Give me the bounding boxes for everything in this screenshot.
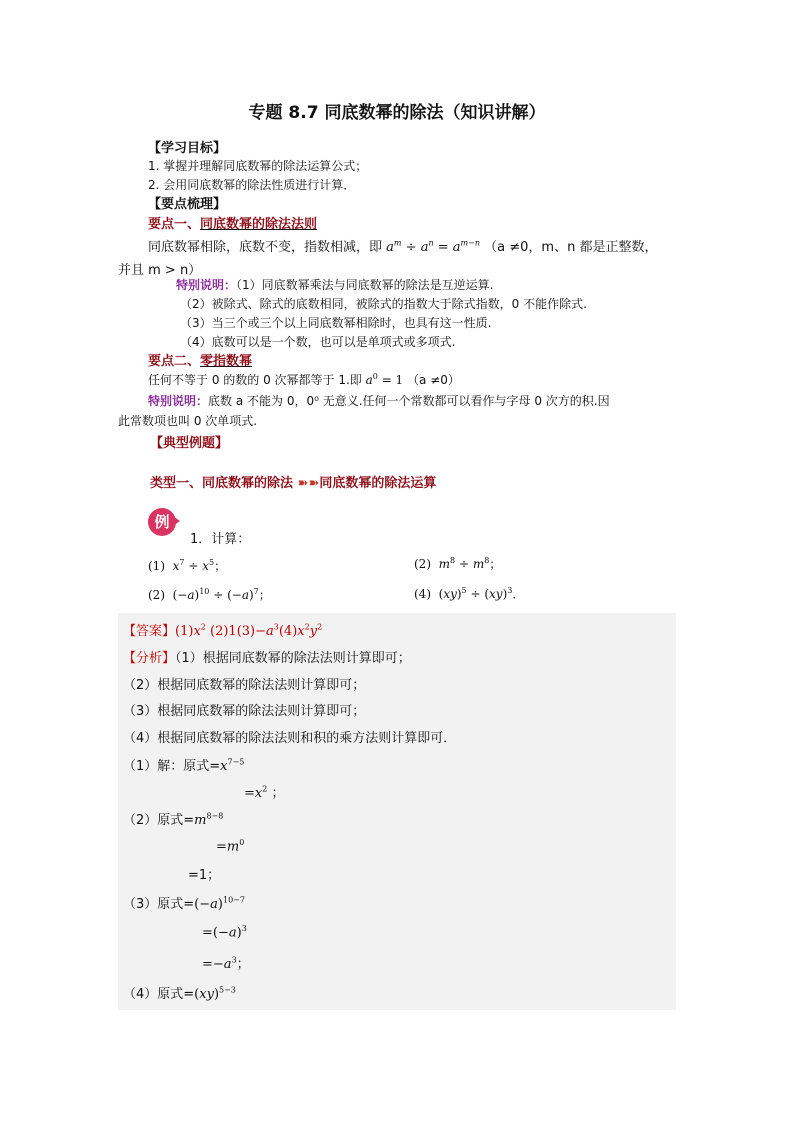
solution-1-step: $=x^2$ ； xyxy=(244,784,285,801)
solution-2: （2）原式$=m^{8-8}$ xyxy=(123,811,224,828)
question-2: (2) $m^8 \div m^8$； xyxy=(414,556,502,571)
analysis-item: （3）根据同底数幂的除法法则计算即可； xyxy=(123,704,366,719)
analysis-item: （4）根据同底数幂的除法法则和积的乘方法则计算即可． xyxy=(123,731,457,746)
question-3: (2) $(-a)^{10} \div (-a)^7$； xyxy=(148,587,271,602)
double-arrow-icon: ➽➽ xyxy=(297,476,320,491)
solution-2-step: $=m^0$ xyxy=(216,838,245,855)
solution-3-result: $=-a^3$； xyxy=(202,955,250,972)
note-b-continued: 此常数项也叫 0 次单项式. xyxy=(118,414,258,428)
question-1: (1) $x^7 \div x^5$； xyxy=(148,558,227,573)
solution-3-step: $=(-a)^3$ xyxy=(202,924,247,941)
goal-item: 2. 会用同底数幂的除法性质进行计算． xyxy=(148,178,356,192)
rule-formula: $a^m \div a^n = a^{m-n}$ xyxy=(386,238,480,255)
note-3: （3）当三个或三个以上同底数幂相除时，也具有这一性质. xyxy=(180,316,492,330)
note-2: （2）被除式、除式的底数相同，被除式的指数大于除式指数，0 不能作除式. xyxy=(180,297,587,311)
solution-3: （3）原式$=(-a)^{10-7}$ xyxy=(123,895,245,912)
point2-heading: 要点二、零指数幂 xyxy=(148,354,253,369)
type1-heading: 类型一、同底数幂的除法 ➽➽同底数幂的除法运算 xyxy=(150,476,437,491)
question-4: (4) (xy)$^5$ ÷ (xy)$^3$． xyxy=(414,586,525,601)
goal-item: 1. 掌握并理解同底数幂的除法运算公式； xyxy=(148,159,368,173)
page-title: 专题 8.7 同底数幂的除法（知识讲解） xyxy=(248,103,546,123)
note-1: 特别说明：（1）同底数幂乘法与同底数幂的除法是互逆运算. xyxy=(176,278,494,292)
question-label: 1．计算： xyxy=(190,532,251,547)
solution-1: （1）解：原式$=x^{7-5}$ xyxy=(123,757,245,774)
summary-heading: 【要点梳理】 xyxy=(148,197,227,212)
point1-heading: 要点一、同底数幂的除法法则 xyxy=(148,217,318,232)
examples-heading: 【典型例题】 xyxy=(150,436,229,451)
solution-2-result: =1； xyxy=(188,868,221,883)
answer-line: 【答案】$(1)x^2$ $(2)1(3)-a^3(4)x^2y^2$ xyxy=(123,622,323,639)
analysis-item: （2）根据同底数幂的除法法则计算即可； xyxy=(123,678,366,693)
note-b: 特别说明：底数 a 不能为 0，0⁰ 无意义.任何一个常数都可以看作与字母 0 次方的积.因 xyxy=(148,394,610,408)
solution-4: （4）原式=(xy)$^{5-3}$ xyxy=(123,985,236,1002)
example-badge: 例 xyxy=(148,508,176,536)
point1-rule: 同底数幂相除，底数不变，指数相减，即 $a^m \div a^n = a^{m-n}$ （a ≠0，m、n 都是正整数， xyxy=(148,238,658,255)
analysis-line: 【分析】（1）根据同底数幂的除法法则计算即可； xyxy=(123,651,411,666)
goals-heading: 【学习目标】 xyxy=(148,141,227,156)
point2-rule: 任何不等于 0 的数的 0 次幂都等于 1.即 $a^0 = 1$ （a ≠0） xyxy=(148,372,460,387)
point1-condition: 并且 m > n） xyxy=(118,263,202,278)
note-4: （4）底数可以是一个数，也可以是单项式或多项式. xyxy=(180,335,456,349)
